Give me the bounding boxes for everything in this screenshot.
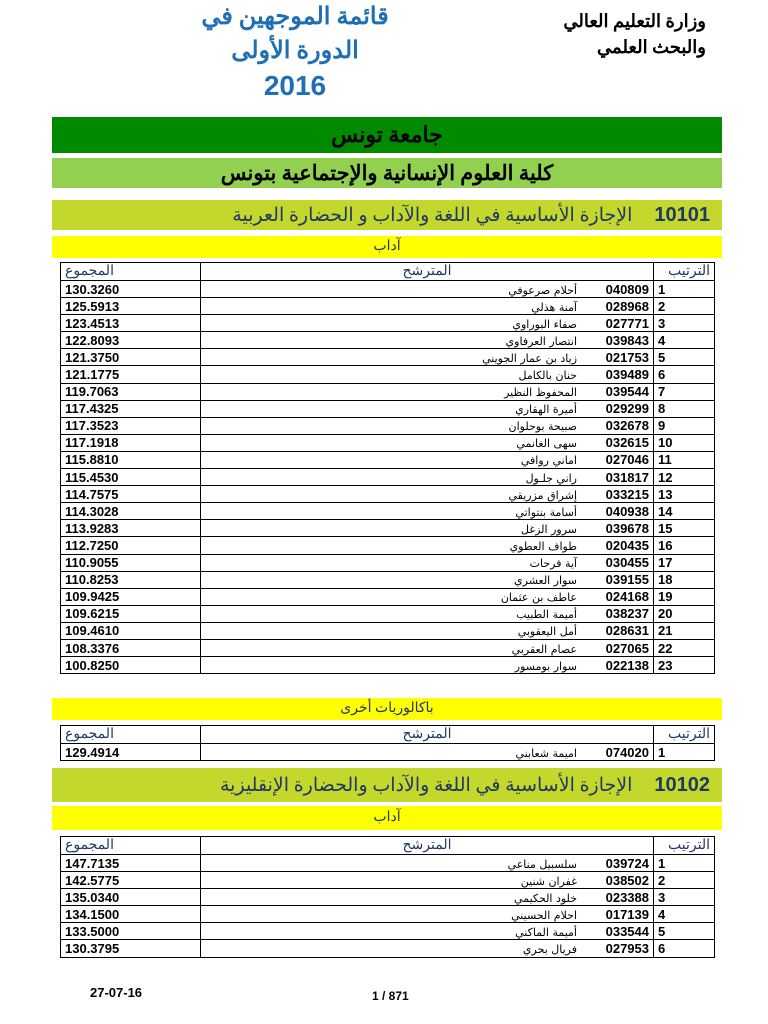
row-total: 113.9283 — [61, 520, 201, 537]
row-rank: 9 — [654, 417, 715, 434]
column-header-rank: الترتيب — [654, 263, 715, 281]
candidate-name: راني جلـول — [525, 471, 577, 485]
row-total: 114.7575 — [61, 486, 201, 503]
row-rank: 2 — [654, 872, 715, 889]
table-row — [61, 855, 715, 872]
candidate-name: انتصار العرفاوي — [505, 334, 577, 348]
row-rank: 23 — [654, 657, 715, 674]
row-total: 115.4530 — [61, 469, 201, 486]
candidate-name: سوار بومسور — [514, 659, 577, 673]
candidate-name: خلود الحكيمي — [514, 891, 577, 905]
row-rank: 19 — [654, 588, 715, 605]
table-row — [61, 400, 715, 417]
row-total: 110.8253 — [61, 571, 201, 588]
row-rank: 3 — [654, 315, 715, 332]
candidate-code: 027771 — [605, 315, 649, 331]
table-row — [61, 503, 715, 520]
row-total: 147.7135 — [61, 855, 201, 872]
row-total: 117.1918 — [61, 434, 201, 451]
candidate-code: 028631 — [605, 623, 649, 639]
footer-date: 27-07-16 — [90, 985, 143, 1000]
column-header-total: المجموع — [61, 837, 201, 855]
row-candidate — [201, 744, 654, 761]
table-row — [61, 872, 715, 889]
row-total: 123.4513 — [61, 315, 201, 332]
row-rank: 16 — [654, 537, 715, 554]
row-total: 134.1500 — [61, 906, 201, 923]
candidate-code: 039843 — [605, 332, 649, 348]
row-rank: 8 — [654, 400, 715, 417]
row-total: 110.9055 — [61, 554, 201, 571]
table-row — [61, 571, 715, 588]
table-row — [61, 657, 715, 674]
candidate-code: 027065 — [605, 640, 649, 656]
table-row — [61, 639, 715, 656]
row-candidate — [201, 588, 654, 605]
row-rank: 7 — [654, 383, 715, 400]
column-header-total: المجموع — [61, 726, 201, 744]
row-rank: 13 — [654, 486, 715, 503]
table-row — [61, 469, 715, 486]
row-candidate — [201, 469, 654, 486]
candidate-name: سهى الغانمي — [516, 437, 577, 451]
row-candidate — [201, 315, 654, 332]
row-rank: 14 — [654, 503, 715, 520]
row-candidate — [201, 639, 654, 656]
table-row — [61, 906, 715, 923]
row-candidate — [201, 434, 654, 451]
row-rank: 20 — [654, 605, 715, 622]
title-line-2: الدورة الأولى — [231, 38, 359, 64]
row-total: 117.3523 — [61, 417, 201, 434]
row-rank: 5 — [654, 923, 715, 940]
row-rank: 17 — [654, 554, 715, 571]
candidate-code: 020435 — [605, 537, 649, 553]
table-header-row — [61, 263, 715, 281]
table-row — [61, 298, 715, 315]
candidate-code: 074020 — [605, 744, 649, 760]
candidate-code: 030455 — [605, 555, 649, 571]
page-title — [170, 0, 420, 104]
column-header-rank: الترتيب — [654, 837, 715, 855]
row-candidate — [201, 554, 654, 571]
row-total: 112.7250 — [61, 537, 201, 554]
program-banner-10101 — [52, 200, 722, 230]
row-candidate — [201, 872, 654, 889]
row-candidate — [201, 332, 654, 349]
candidate-code: 024168 — [605, 589, 649, 605]
row-rank: 11 — [654, 451, 715, 468]
candidate-code: 027046 — [605, 452, 649, 468]
table-row — [61, 588, 715, 605]
table-row — [61, 281, 715, 298]
ranking-table-10102-adab — [60, 836, 715, 958]
table-header-row — [61, 837, 715, 855]
row-total: 142.5775 — [61, 872, 201, 889]
candidate-name: غفران شنين — [520, 874, 577, 888]
row-total: 133.5000 — [61, 923, 201, 940]
section-banner-adab: آداب — [52, 236, 722, 258]
row-candidate — [201, 657, 654, 674]
candidate-name: إشراق مزريقي — [508, 488, 577, 502]
faculty-banner: كلية العلوم الإنسانية والإجتماعية بتونس — [52, 158, 722, 188]
row-candidate — [201, 400, 654, 417]
candidate-name: أميرة الهقاري — [515, 403, 577, 417]
candidate-name: أميمة الطبيب — [516, 608, 577, 622]
candidate-code: 040938 — [605, 503, 649, 519]
row-total: 100.8250 — [61, 657, 201, 674]
row-rank: 5 — [654, 349, 715, 366]
row-total: 109.9425 — [61, 588, 201, 605]
row-rank: 22 — [654, 639, 715, 656]
column-header-candidate: المترشح — [201, 837, 654, 855]
table-row — [61, 622, 715, 639]
candidate-name: أسامة بنتواتي — [515, 505, 577, 519]
candidate-code: 039724 — [605, 855, 649, 871]
column-header-rank: الترتيب — [654, 726, 715, 744]
row-candidate — [201, 366, 654, 383]
candidate-name: عصام العقربي — [511, 642, 577, 656]
row-candidate — [201, 537, 654, 554]
candidate-name: اميمة شعابني — [515, 746, 577, 760]
row-total: 130.3795 — [61, 940, 201, 957]
row-rank: 1 — [654, 855, 715, 872]
row-candidate — [201, 906, 654, 923]
table-row — [61, 451, 715, 468]
candidate-code: 038237 — [605, 606, 649, 622]
column-header-candidate: المترشح — [201, 263, 654, 281]
candidate-name: سوار العشري — [514, 574, 577, 588]
table-header-row — [61, 726, 715, 744]
row-candidate — [201, 486, 654, 503]
program-code: 10102 — [654, 773, 710, 796]
table-row — [61, 366, 715, 383]
candidate-name: أمل اليعقوبي — [517, 625, 577, 639]
row-candidate — [201, 571, 654, 588]
candidate-code: 032615 — [605, 435, 649, 451]
column-header-candidate: المترشح — [201, 726, 654, 744]
row-total: 119.7063 — [61, 383, 201, 400]
row-total: 130.3260 — [61, 281, 201, 298]
footer-page-number: 1 / 871 — [372, 989, 409, 1003]
row-total: 117.4325 — [61, 400, 201, 417]
candidate-code: 039544 — [605, 384, 649, 400]
candidate-name: فريال بحري — [522, 943, 577, 957]
row-total: 121.3750 — [61, 349, 201, 366]
row-rank: 18 — [654, 571, 715, 588]
row-candidate — [201, 923, 654, 940]
candidate-code: 023388 — [605, 889, 649, 905]
table-row — [61, 315, 715, 332]
row-candidate — [201, 451, 654, 468]
row-rank: 15 — [654, 520, 715, 537]
candidate-name: حنان بالكامل — [518, 369, 577, 383]
candidate-code: 033215 — [605, 486, 649, 502]
candidate-code: 032678 — [605, 418, 649, 434]
candidate-name: المحفوظ النظير — [504, 386, 577, 400]
candidate-code: 040809 — [605, 281, 649, 297]
ranking-table-10101-other — [60, 725, 715, 761]
row-total: 135.0340 — [61, 889, 201, 906]
program-banner-10102 — [52, 768, 722, 802]
row-candidate — [201, 281, 654, 298]
candidate-name: اماني روافي — [520, 454, 577, 468]
row-candidate — [201, 520, 654, 537]
section-banner-adab: آداب — [52, 806, 722, 830]
row-rank: 12 — [654, 469, 715, 486]
ministry-line-2: والبحث العلمي — [597, 37, 706, 57]
table-row — [61, 332, 715, 349]
row-rank: 21 — [654, 622, 715, 639]
table-row — [61, 605, 715, 622]
candidate-code: 038502 — [605, 872, 649, 888]
row-total: 121.1775 — [61, 366, 201, 383]
candidate-name: احلام الحسيني — [511, 908, 577, 922]
row-total: 109.6215 — [61, 605, 201, 622]
row-candidate — [201, 349, 654, 366]
row-total: 114.3028 — [61, 503, 201, 520]
candidate-name: زياد بن عمار الجويني — [482, 351, 577, 365]
table-row — [61, 349, 715, 366]
row-candidate — [201, 383, 654, 400]
table-row — [61, 383, 715, 400]
row-rank: 6 — [654, 366, 715, 383]
ranking-table-10101-adab — [60, 262, 715, 674]
table-row — [61, 417, 715, 434]
candidate-name: صبيحة بوحلوان — [508, 420, 577, 434]
candidate-name: أحلام صرعوفي — [508, 283, 577, 297]
candidate-name: صفاء البوراوي — [512, 317, 577, 331]
row-candidate — [201, 855, 654, 872]
row-candidate — [201, 298, 654, 315]
section-banner-other-bac: باكالوريات أخرى — [52, 698, 722, 720]
program-name: الإجازة الأساسية في اللغة والآداب والحضارة الإنقليزية — [219, 774, 633, 796]
table-row — [61, 923, 715, 940]
row-rank: 6 — [654, 940, 715, 957]
candidate-code: 029299 — [605, 401, 649, 417]
candidate-code: 028968 — [605, 298, 649, 314]
candidate-name: آمنة هذلي — [531, 300, 577, 314]
table-row — [61, 486, 715, 503]
row-candidate — [201, 417, 654, 434]
ministry-header — [506, 8, 706, 60]
table-row — [61, 940, 715, 957]
row-total: 125.5913 — [61, 298, 201, 315]
title-line-1: قائمة الموجهين في — [201, 4, 389, 30]
row-rank: 3 — [654, 889, 715, 906]
candidate-code: 021753 — [605, 349, 649, 365]
candidate-code: 022138 — [605, 657, 649, 673]
ministry-line-1: وزارة التعليم العالي — [563, 11, 706, 31]
program-name: الإجازة الأساسية في اللغة والآداب و الحضارة العربية — [232, 204, 633, 226]
row-candidate — [201, 889, 654, 906]
candidate-code: 039678 — [605, 520, 649, 536]
table-row — [61, 889, 715, 906]
program-code: 10101 — [654, 203, 710, 226]
candidate-code: 033544 — [605, 923, 649, 939]
row-total: 122.8093 — [61, 332, 201, 349]
row-rank: 1 — [654, 281, 715, 298]
table-row — [61, 537, 715, 554]
candidate-code: 039489 — [605, 367, 649, 383]
row-candidate — [201, 940, 654, 957]
row-rank: 2 — [654, 298, 715, 315]
candidate-code: 031817 — [605, 469, 649, 485]
row-total: 115.8810 — [61, 451, 201, 468]
row-total: 108.3376 — [61, 639, 201, 656]
university-banner: جامعة تونس — [52, 117, 722, 153]
table-row — [61, 434, 715, 451]
column-header-total: المجموع — [61, 263, 201, 281]
candidate-code: 027953 — [605, 941, 649, 957]
row-rank: 4 — [654, 332, 715, 349]
candidate-name: سلسبيل مناعي — [507, 857, 577, 871]
candidate-code: 039155 — [605, 572, 649, 588]
title-year: 2016 — [263, 70, 327, 101]
row-rank: 1 — [654, 744, 715, 761]
row-candidate — [201, 622, 654, 639]
candidate-name: طواف العطوي — [509, 539, 577, 553]
table-row — [61, 744, 715, 761]
row-candidate — [201, 503, 654, 520]
row-rank: 10 — [654, 434, 715, 451]
table-row — [61, 520, 715, 537]
row-total: 109.4610 — [61, 622, 201, 639]
table-row — [61, 554, 715, 571]
row-candidate — [201, 605, 654, 622]
candidate-name: أميمة الماكني — [515, 925, 577, 939]
candidate-name: عاطف بن عثمان — [500, 591, 577, 605]
row-total: 129.4914 — [61, 744, 201, 761]
row-rank: 4 — [654, 906, 715, 923]
candidate-name: آية فرحات — [529, 557, 577, 571]
candidate-code: 017139 — [605, 906, 649, 922]
candidate-name: سرور الزغل — [521, 522, 577, 536]
